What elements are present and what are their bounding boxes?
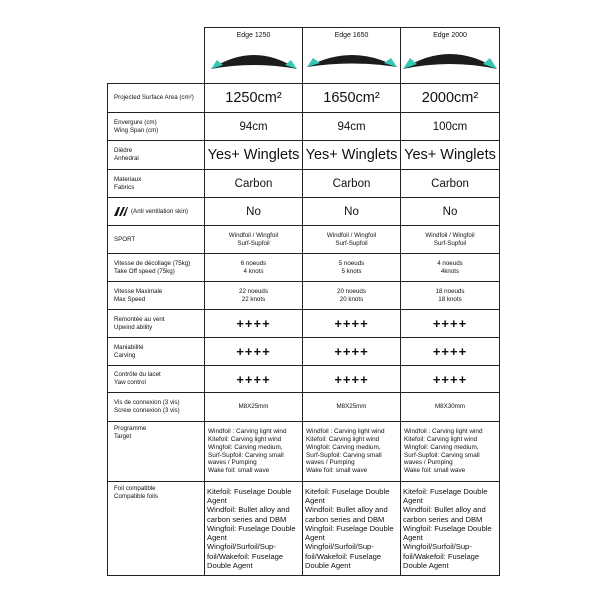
value-cell: ++++ [205,338,303,366]
row-foils [108,482,500,576]
row-label [108,198,205,226]
value-cell: No [303,198,401,226]
row-label: Foil compatible Compatible foils [108,482,205,576]
value-cell: Windfoil / Wingfoil Surf-Supfoil [401,226,500,254]
avs-label: (Anti ventilation skin) [131,208,189,216]
value-cell: Yes+ Winglets [303,141,401,170]
row-label: Vitesse de décollage (75kg) Take Off speed (75kg) [108,254,205,282]
row-target [108,422,500,482]
value-cell: 1250cm² [205,84,303,113]
value-cell: Windfoil / Wingfoil Surf-Supfoil [205,226,303,254]
value-cell: No [401,198,500,226]
value-cell: 100cm [401,113,500,141]
wing-image [402,49,498,71]
wing-image [209,49,299,71]
value-cell: Carbon [303,170,401,198]
header-row [108,28,500,84]
value-cell: ++++ [401,310,500,338]
row-label: Vis de connexion (3 vis) Screw connexion (3 vis) [108,393,205,422]
model-name: Edge 1650 [334,32,369,39]
row-label: Projected Surface Area (cm²) [108,84,205,113]
value-cell: ++++ [401,366,500,393]
row-label: Vitesse Maximale Max Speed [108,282,205,310]
row-label: Dièdre Anhedral [108,141,205,170]
value-cell: M8X25mm [205,393,303,422]
value-cell: No [205,198,303,226]
value-cell: 5 noeuds 5 knots [303,254,401,282]
row-avs [108,198,500,226]
spec-table [107,27,500,576]
value-cell: Kitefoil: Fuselage Double Agent Windfoil: Bullet alloy and carbon series and DBM Wingfoil: Fuselage Double Agent Wingfoil/Surfoil/Sup- foil/Wakefoil: Fuselage Double Agent [205,482,303,576]
row-takeoff [108,254,500,282]
value-cell: 20 noeuds 20 knots [303,282,401,310]
model-header [303,28,401,84]
value-cell: Windfoil : Carving light wind Kitefoil: Carving light wind Wingfoil: Carving medium, Surf-Supfoil: Carving small waves / Pumping Wake foil: small wave [205,422,303,482]
wing-image [306,49,398,71]
model-header [205,28,303,84]
row-upwind [108,310,500,338]
model-name: Edge 2000 [433,32,467,39]
row-label: SPORT [108,226,205,254]
row-sport [108,226,500,254]
value-cell: Kitefoil: Fuselage Double Agent Windfoil: Bullet alloy and carbon series and DBM Wingfoil: Fuselage Double Agent Wingfoil/Surfoil/Sup- foil/Wakefoil: Fuselage Double Agent [303,482,401,576]
row-maxspeed [108,282,500,310]
row-label: Materiaux Fabrics [108,170,205,198]
value-cell: Yes+ Winglets [401,141,500,170]
value-cell: 4 noeuds 4knots [401,254,500,282]
row-screw [108,393,500,422]
row-surface [108,84,500,113]
row-span [108,113,500,141]
value-cell: 94cm [205,113,303,141]
value-cell: ++++ [401,338,500,366]
value-cell: Carbon [401,170,500,198]
value-cell: Windfoil : Carving light wind Kitefoil: Carving light wind Wingfoil: Carving medium, Surf-Supfoil: Carving small waves / Pumping Wake foil: small wave [303,422,401,482]
value-cell: 2000cm² [401,84,500,113]
row-label: Remontée au vent Upwind ability [108,310,205,338]
value-cell: Windfoil / Wingfoil Surf-Supfoil [303,226,401,254]
value-cell: ++++ [205,366,303,393]
value-cell: 6 noeuds 4 knots [205,254,303,282]
value-cell: M8X25mm [303,393,401,422]
value-cell: 22 noeuds 22 knots [205,282,303,310]
value-cell: Kitefoil: Fuselage Double Agent Windfoil: Bullet alloy and carbon series and DBM Wingfoil: Fuselage Double Agent Wingfoil/Surfoil/Sup- foil/Wakefoil: Fuselage Double Agent [401,482,500,576]
row-anhedral [108,141,500,170]
row-label: Envergure (cm) Wing Span (cm) [108,113,205,141]
row-label: Contrôle du lacet Yaw control [108,366,205,393]
model-header [401,28,500,84]
value-cell: ++++ [303,310,401,338]
value-cell: 1650cm² [303,84,401,113]
value-cell: ++++ [303,366,401,393]
value-cell: Carbon [205,170,303,198]
row-yaw [108,366,500,393]
row-carving [108,338,500,366]
value-cell: Yes+ Winglets [205,141,303,170]
value-cell: M8X30mm [401,393,500,422]
model-name: Edge 1250 [236,32,271,39]
value-cell: ++++ [303,338,401,366]
value-cell: 94cm [303,113,401,141]
row-label: Maniabilité Carving [108,338,205,366]
value-cell: ++++ [205,310,303,338]
avs-logo [114,207,128,216]
row-label: Programme Target [108,422,205,482]
value-cell: Windfoil : Carving light wind Kitefoil: Carving light wind Wingfoil: Carving medium, Surf-Supfoil: Carving small waves / Pumping Wake foil: small wave [401,422,500,482]
row-fabrics [108,170,500,198]
value-cell: 18 noeuds 18 knots [401,282,500,310]
corner-cell [108,28,205,84]
